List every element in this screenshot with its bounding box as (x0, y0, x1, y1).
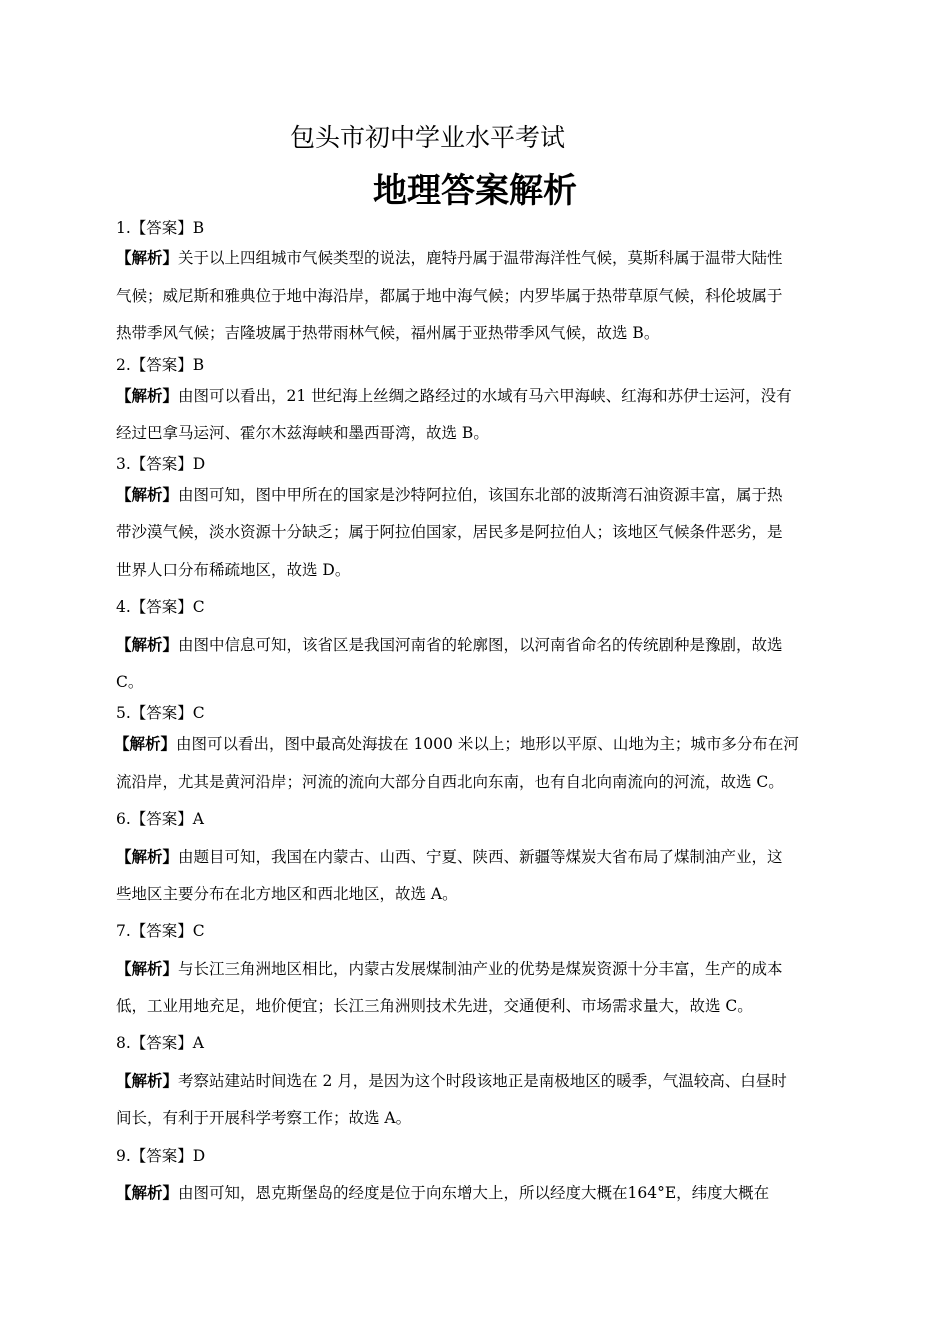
analysis-text: 由题目可知，我国在内蒙古、山西、宁夏、陕西、新疆等煤炭大省布局了煤制油产业，这 (178, 848, 783, 866)
analysis-line: 流沿岸，尤其是黄河沿岸；河流的流向大部分自西北向东南，也有自北向南流向的河流，故选 C。 (116, 773, 784, 791)
analysis-line (116, 247, 838, 269)
answer-line-7: 7.【答案】C (116, 922, 205, 940)
answer-line-6: 6.【答案】A (116, 810, 204, 828)
analysis-line (114, 733, 836, 755)
analysis-line: 经过巴拿马运河、霍尔木兹海峡和墨西哥湾，故选 B。 (116, 424, 489, 442)
analysis-line: 间长，有利于开展科学考察工作；故选 A。 (116, 1109, 412, 1127)
answer-line-9: 9.【答案】D (116, 1147, 206, 1165)
analysis-line (116, 634, 838, 656)
analysis-line: 带沙漠气候，淡水资源十分缺乏；属于阿拉伯国家，居民多是阿拉伯人；该地区气候条件恶劣，是 (116, 523, 783, 541)
analysis-line: 热带季风气候；吉隆坡属于热带雨林气候，福州属于亚热带季风气候，故选 B。 (116, 324, 660, 342)
analysis-text: 由图可以看出，21 世纪海上丝绸之路经过的水域有马六甲海峡、红海和苏伊士运河，没有 (178, 387, 792, 405)
analysis-line: 世界人口分布稀疏地区，故选 D。 (116, 561, 351, 579)
analysis-text: 由图中信息可知，该省区是我国河南省的轮廓图，以河南省命名的传统剧种是豫剧，故选 (178, 636, 783, 654)
analysis-line (116, 958, 838, 980)
analysis-label: 【解析】 (116, 485, 179, 504)
analysis-line (116, 484, 838, 506)
analysis-text: 关于以上四组城市气候类型的说法，鹿特丹属于温带海洋性气候，莫斯科属于温带大陆性 (178, 249, 783, 267)
answer-line-8: 8.【答案】A (116, 1034, 204, 1052)
analysis-label: 【解析】 (116, 1183, 179, 1202)
analysis-line (116, 1182, 838, 1204)
analysis-label: 【解析】 (116, 1071, 179, 1090)
analysis-text: 考察站建站时间选在 2 月，是因为这个时段该地正是南极地区的暖季，气温较高、白昼时 (178, 1072, 787, 1090)
analysis-label: 【解析】 (116, 386, 179, 405)
analysis-text: 与长江三角洲地区相比，内蒙古发展煤制油产业的优势是煤炭资源十分丰富，生产的成本 (178, 960, 783, 978)
exam-title: 包头市初中学业水平考试 (290, 123, 566, 152)
analysis-label: 【解析】 (116, 847, 179, 866)
analysis-line: 低，工业用地充足，地价便宜；长江三角洲则技术先进，交通便利、市场需求量大，故选 C。 (116, 997, 753, 1015)
document-title: 地理答案解析 (373, 171, 577, 211)
analysis-label: 【解析】 (114, 734, 177, 753)
answer-line-1: 1.【答案】B (116, 219, 205, 237)
analysis-line (116, 385, 838, 407)
analysis-text: 由图可知，恩克斯堡岛的经度是位于向东增大上，所以经度大概在164°E，纬度大概在 (178, 1184, 770, 1202)
analysis-label: 【解析】 (116, 635, 179, 654)
answer-line-4: 4.【答案】C (116, 598, 205, 616)
analysis-text: 由图可知，图中甲所在的国家是沙特阿拉伯，该国东北部的波斯湾石油资源丰富，属于热 (178, 486, 783, 504)
analysis-line: 气候；威尼斯和雅典位于地中海沿岸，都属于地中海气候；内罗毕属于热带草原气候，科伦坡属于 (116, 287, 783, 305)
answer-line-2: 2.【答案】B (116, 356, 205, 374)
analysis-line: C。 (116, 673, 144, 691)
analysis-line: 些地区主要分布在北方地区和西北地区，故选 A。 (116, 885, 458, 903)
analysis-line (116, 846, 838, 868)
analysis-text: 由图可以看出，图中最高处海拔在 1000 米以上；地形以平原、山地为主；城市多分布在河 (176, 735, 799, 753)
analysis-label: 【解析】 (116, 959, 179, 978)
answer-line-3: 3.【答案】D (116, 455, 206, 473)
analysis-label: 【解析】 (116, 248, 179, 267)
answer-line-5: 5.【答案】C (116, 704, 205, 722)
analysis-line (116, 1070, 838, 1092)
